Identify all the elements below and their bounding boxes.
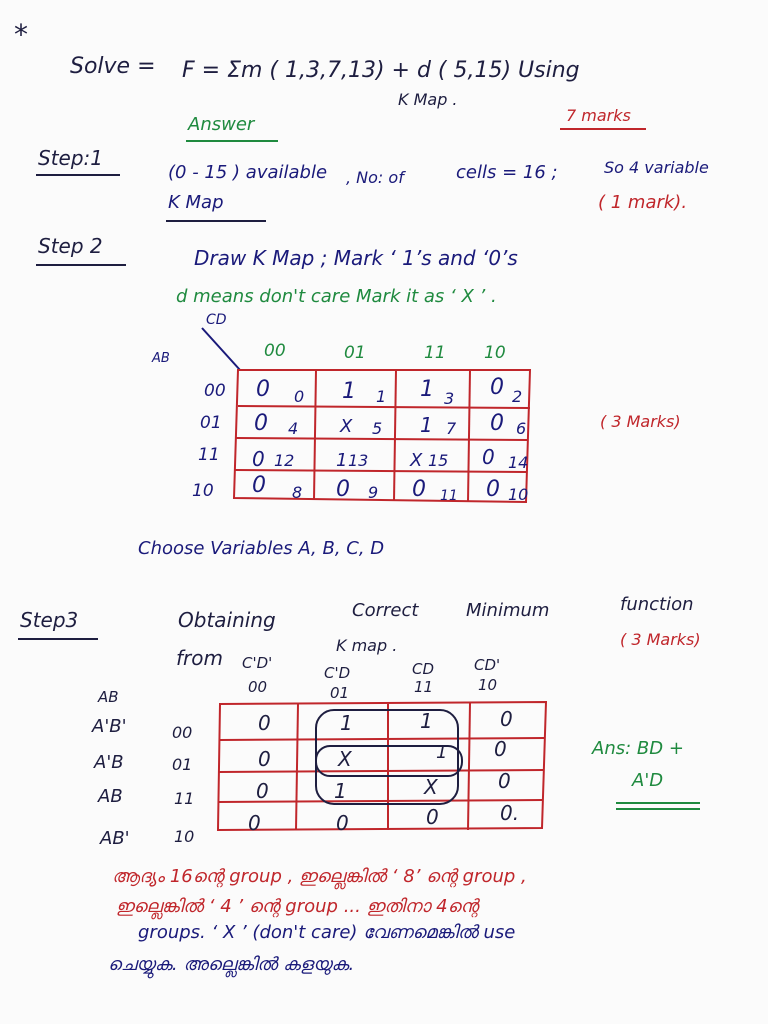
kmap1-cell-index: 8 xyxy=(292,483,303,502)
kmap-1 xyxy=(150,306,550,506)
kmap1-cell-index: 15 xyxy=(428,451,449,470)
solve-label: Solve = xyxy=(70,54,156,79)
kmap2-row-code: 00 xyxy=(172,723,193,742)
step1-text-available: (0 - 15 ) available xyxy=(168,162,328,183)
kmap1-cell-index: 6 xyxy=(516,419,527,438)
step3-text-obtaining: Obtaining xyxy=(178,608,276,632)
choose-variables-text: Choose Variables A, B, C, D xyxy=(138,538,385,559)
kmap2-row-code: 01 xyxy=(172,755,193,774)
kmap-label: K Map . xyxy=(398,90,458,109)
kmap2-cell: 1 xyxy=(420,709,433,733)
kmap1-cell-value: 0 xyxy=(482,445,495,469)
kmap1-cell-index: 14 xyxy=(508,453,529,472)
step2-underline xyxy=(36,264,126,266)
kmap1-cell-index: 7 xyxy=(446,419,457,438)
star-mark: * xyxy=(14,18,28,51)
kmap1-cell-value: 0 xyxy=(336,477,350,502)
kmap1-cell-value: 0 xyxy=(256,377,270,402)
kmap1-row-header: 10 xyxy=(192,481,214,501)
kmap2-cell: 0 xyxy=(258,747,271,771)
step2-label: Step 2 xyxy=(38,234,103,258)
kmap2-cell: 1 xyxy=(436,742,448,763)
kmap2-cell: X xyxy=(338,747,352,771)
kmap2-cell: 0 xyxy=(336,811,349,835)
kmap1-cell-value: X xyxy=(410,450,423,471)
answer-expression-label: Ans: BD + xyxy=(592,738,684,759)
kmap1-corner xyxy=(151,312,240,370)
kmap1-cell-value: 0 xyxy=(490,375,504,400)
kmap1-cell-index: 9 xyxy=(368,483,379,502)
step3-text-from: from xyxy=(176,646,223,670)
kmap2-cell: 1 xyxy=(334,779,347,803)
kmap1-cell-value: 0 xyxy=(486,477,500,502)
step3-text-correct: Correct xyxy=(352,600,419,621)
step3-underline xyxy=(18,638,98,640)
kmap1-cell-index: 12 xyxy=(274,451,295,470)
kmap1-cell-value: 0 xyxy=(412,477,426,502)
kmap1-cell-index: 2 xyxy=(512,387,523,406)
kmap2-row-var: AB xyxy=(98,786,123,807)
kmap2-row-var: A'B xyxy=(94,752,124,773)
step3-text-kmap: K map . xyxy=(336,636,398,655)
answer-expression-term: A'D xyxy=(632,770,664,791)
step2-draw-text: Draw K Map ; Mark ‘ 1’s and ‘0’s xyxy=(194,246,518,270)
kmap1-col-headers xyxy=(264,341,506,363)
note-line-3: groups. ‘ X ’ (don't care) വേണമെങ്കിൽ use xyxy=(138,922,516,943)
kmap1-cell-index: 13 xyxy=(348,451,369,470)
kmap1-cell-value: 1 xyxy=(336,450,348,471)
kmap1-cell-value: 0 xyxy=(252,473,266,498)
kmap2-cell: 0 xyxy=(248,811,261,835)
kmap1-cell-index: 5 xyxy=(372,419,383,438)
kmap1-cell-value: 0 xyxy=(490,411,504,436)
kmap1-cell-index: 1 xyxy=(376,387,387,406)
kmap2-cell: 0 xyxy=(258,711,271,735)
kmap2-cell: X xyxy=(424,775,438,799)
kmap2-col-code: 10 xyxy=(478,676,498,694)
kmap1-cell-index: 0 xyxy=(294,387,305,406)
note-line-2: ഇല്ലെങ്കിൽ ‘ 4 ’ ന്റെ group ... ഇതിനാ 4ന്റെ xyxy=(116,896,479,917)
step3-text-minimum: Minimum xyxy=(466,600,550,621)
kmap1-cell-value: 1 xyxy=(420,413,433,437)
step1-label: Step:1 xyxy=(38,146,103,170)
kmap1-row-header: 11 xyxy=(198,445,220,465)
step2-marks: ( 3 Marks) xyxy=(600,412,681,431)
kmap2-cell: 0 xyxy=(256,779,269,803)
kmap2-col-var: CD xyxy=(412,660,435,678)
kmap1-cell-value: 1 xyxy=(420,377,434,402)
kmap2-cell: 0 xyxy=(494,737,507,761)
function-expression: F = Σm ( 1,3,7,13) + d ( 5,15) Using xyxy=(182,58,580,83)
answer-underline xyxy=(186,140,278,142)
kmap1-row-headers xyxy=(192,381,226,501)
answer-underline-2 xyxy=(616,808,700,810)
kmap1-cell-index: 10 xyxy=(508,485,529,504)
step1-text-cells: cells = 16 ; xyxy=(456,162,558,183)
kmap2-col-code: 00 xyxy=(248,678,268,696)
step1-text-variable: So 4 variable xyxy=(604,158,709,177)
kmap2-row-var: A'B' xyxy=(92,716,127,737)
step1-kmap-underline xyxy=(166,220,266,222)
kmap1-corner-col-label: CD xyxy=(206,312,227,328)
kmap2-col-var: C'D' xyxy=(242,654,273,672)
kmap2-row-code: 11 xyxy=(174,789,195,808)
kmap2-cell: 0 xyxy=(426,805,439,829)
kmap1-row-header: 01 xyxy=(200,413,222,433)
kmap1-cell-value: X xyxy=(340,416,353,437)
kmap1-cell-value: 1 xyxy=(342,379,356,404)
kmap1-cell-value: 0 xyxy=(252,447,265,471)
kmap2-cell: 0 xyxy=(498,769,511,793)
kmap2-cell: 1 xyxy=(340,711,353,735)
kmap1-cell-index: 4 xyxy=(288,419,299,438)
kmap2-row-var: AB' xyxy=(100,828,130,849)
kmap2-row-headers xyxy=(91,716,194,849)
kmap2-cell: 0 xyxy=(500,707,513,731)
kmap2-corner-label: AB xyxy=(98,688,119,706)
step1-text-kmap: K Map xyxy=(168,192,224,213)
kmap1-corner-row-label: AB xyxy=(152,351,170,366)
note-line-4: ചെയ്യുക. അല്ലെങ്കിൽ കളയുക. xyxy=(108,954,355,975)
step3-marks: ( 3 Marks) xyxy=(620,630,701,649)
step3-label: Step3 xyxy=(20,608,79,632)
kmap1-row-header: 00 xyxy=(204,381,226,401)
kmap1-col-header: 01 xyxy=(344,343,366,363)
step1-underline xyxy=(36,174,120,176)
step1-marks: ( 1 mark). xyxy=(598,192,688,213)
step3-text-function: function xyxy=(620,594,694,615)
kmap1-col-header: 00 xyxy=(264,341,286,361)
kmap1-cell-index: 11 xyxy=(440,488,458,504)
kmap1-col-header: 10 xyxy=(484,343,506,363)
kmap2-col-var: C'D xyxy=(324,664,351,682)
answer-underline-1 xyxy=(616,802,700,804)
kmap2-col-code: 01 xyxy=(330,684,350,702)
answer-label: Answer xyxy=(188,114,255,135)
kmap1-col-header: 11 xyxy=(424,343,446,363)
kmap1-cell-value: 0 xyxy=(254,411,268,436)
kmap2-col-headers xyxy=(242,654,500,702)
kmap1-cell-index: 3 xyxy=(444,389,455,408)
kmap2-cell: 0. xyxy=(500,801,520,825)
marks-total-underline xyxy=(560,128,646,130)
kmap2-col-var: CD' xyxy=(474,656,501,674)
kmap2-col-code: 11 xyxy=(414,678,434,696)
marks-total: 7 marks xyxy=(566,106,631,125)
step2-dont-care-text: d means don't care Mark it as ‘ X ’ . xyxy=(176,286,497,307)
note-line-1: ആദ്യം 16ന്റെ group , ഇല്ലെങ്കിൽ ‘ 8’ ന്റെ group , xyxy=(112,866,527,887)
kmap-2 xyxy=(90,650,560,850)
step1-text-no-of: , No: of xyxy=(346,168,404,187)
kmap2-row-code: 10 xyxy=(174,827,195,846)
